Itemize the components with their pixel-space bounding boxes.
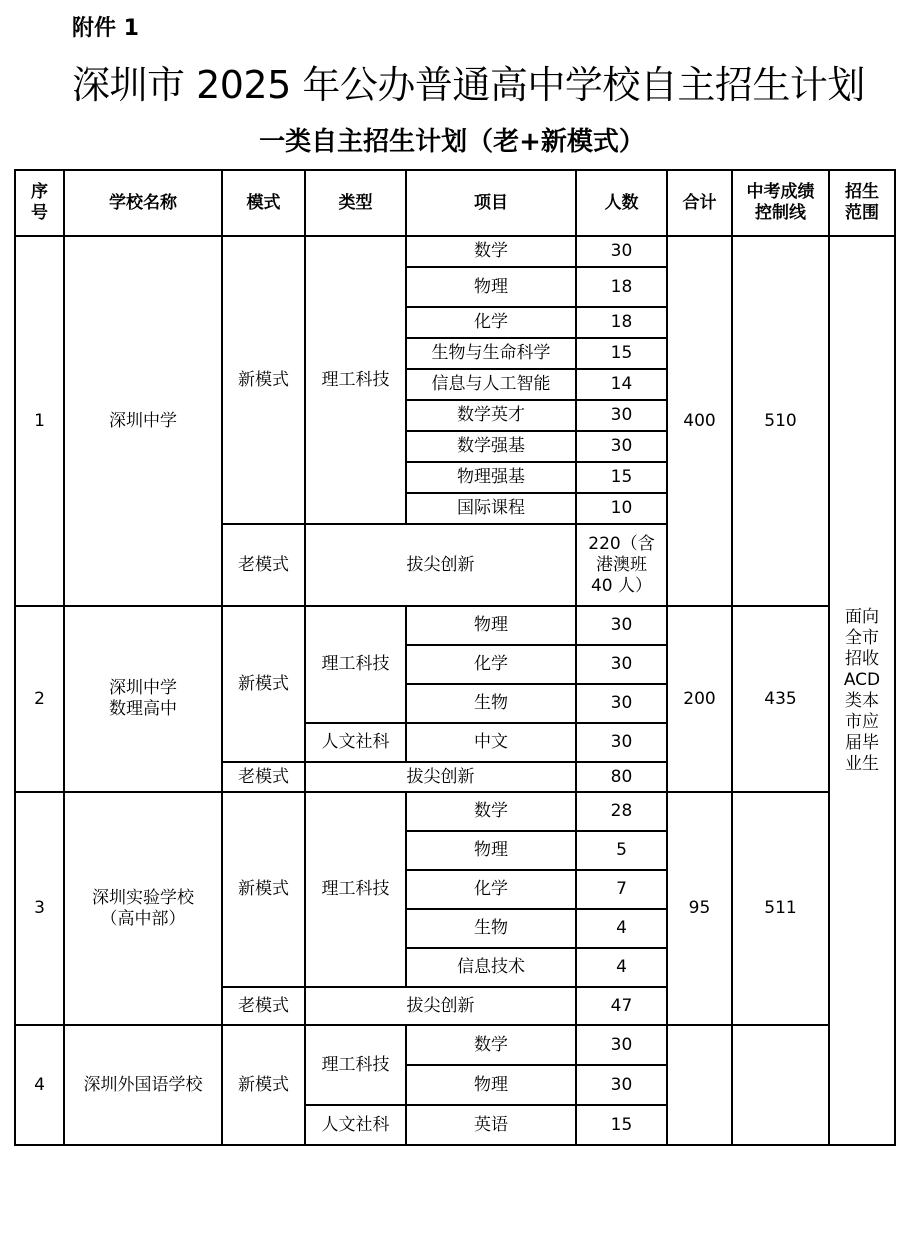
school-name: 深圳中学 数理高中 (64, 606, 222, 792)
old-project-cell: 拔尖创新 (305, 987, 576, 1025)
table-row (15, 606, 895, 645)
project-cell: 生物 (406, 684, 576, 723)
count-cell: 30 (576, 645, 667, 684)
count-cell: 28 (576, 792, 667, 831)
count-cell: 30 (576, 723, 667, 762)
project-cell: 英语 (406, 1105, 576, 1145)
score-line-cell: 435 (732, 606, 829, 792)
count-cell: 30 (576, 606, 667, 645)
type-cell: 理工科技 (305, 792, 406, 987)
count-cell: 30 (576, 236, 667, 267)
project-cell: 数学 (406, 1025, 576, 1065)
table-row (15, 236, 895, 267)
count-cell: 18 (576, 307, 667, 338)
count-cell: 30 (576, 400, 667, 431)
col-header-type: 类型 (305, 170, 406, 236)
project-cell: 物理 (406, 831, 576, 870)
col-header-count: 人数 (576, 170, 667, 236)
score-line-cell: 510 (732, 236, 829, 606)
col-header-scope: 招生 范围 (829, 170, 895, 236)
project-cell: 生物 (406, 909, 576, 948)
scope-cell: 面向 全市 招收 ACD 类本 市应 届毕 业生 (829, 236, 895, 1145)
document-title: 深圳市 2025 年公办普通高中学校自主招生计划 (72, 63, 865, 107)
type-cell: 理工科技 (305, 606, 406, 723)
mode-cell: 新模式 (222, 1025, 305, 1145)
mode-cell: 老模式 (222, 524, 305, 606)
table-row (15, 792, 895, 831)
project-cell: 数学 (406, 792, 576, 831)
total-cell: 200 (667, 606, 732, 792)
project-cell: 化学 (406, 645, 576, 684)
mode-cell: 新模式 (222, 606, 305, 762)
score-line-cell: 511 (732, 792, 829, 1025)
col-header-score-line: 中考成绩 控制线 (732, 170, 829, 236)
project-cell: 数学 (406, 236, 576, 267)
project-cell: 物理 (406, 1065, 576, 1105)
col-header-school: 学校名称 (64, 170, 222, 236)
count-cell: 14 (576, 369, 667, 400)
school-name: 深圳实验学校 （高中部） (64, 792, 222, 1025)
count-cell: 4 (576, 909, 667, 948)
table-header-row (15, 170, 895, 236)
document-subtitle: 一类自主招生计划（老+新模式） (259, 127, 645, 157)
type-cell: 理工科技 (305, 1025, 406, 1105)
count-cell: 5 (576, 831, 667, 870)
school-name: 深圳外国语学校 (64, 1025, 222, 1145)
type-cell: 理工科技 (305, 236, 406, 524)
attachment-label: 附件 1 (72, 16, 139, 41)
mode-cell: 新模式 (222, 792, 305, 987)
count-cell: 7 (576, 870, 667, 909)
project-cell: 物理强基 (406, 462, 576, 493)
count-cell: 10 (576, 493, 667, 524)
count-cell: 30 (576, 684, 667, 723)
school-seq: 4 (15, 1025, 64, 1145)
col-header-total: 合计 (667, 170, 732, 236)
school-seq: 1 (15, 236, 64, 606)
score-line-cell (732, 1025, 829, 1145)
project-cell: 数学强基 (406, 431, 576, 462)
school-seq: 2 (15, 606, 64, 792)
total-cell: 400 (667, 236, 732, 606)
count-cell: 15 (576, 338, 667, 369)
col-header-mode: 模式 (222, 170, 305, 236)
project-cell: 化学 (406, 307, 576, 338)
count-cell: 30 (576, 1025, 667, 1065)
count-cell: 220（含 港澳班 40 人） (576, 524, 667, 606)
enrollment-plan-table (14, 169, 896, 1146)
mode-cell: 老模式 (222, 762, 305, 792)
school-name: 深圳中学 (64, 236, 222, 606)
project-cell: 信息技术 (406, 948, 576, 987)
project-cell: 信息与人工智能 (406, 369, 576, 400)
count-cell: 47 (576, 987, 667, 1025)
total-cell (667, 1025, 732, 1145)
mode-cell: 新模式 (222, 236, 305, 524)
old-project-cell: 拔尖创新 (305, 524, 576, 606)
project-cell: 生物与生命科学 (406, 338, 576, 369)
col-header-seq: 序 号 (15, 170, 64, 236)
col-header-project: 项目 (406, 170, 576, 236)
project-cell: 数学英才 (406, 400, 576, 431)
total-cell: 95 (667, 792, 732, 1025)
project-cell: 物理 (406, 267, 576, 307)
type-cell: 人文社科 (305, 1105, 406, 1145)
count-cell: 4 (576, 948, 667, 987)
project-cell: 化学 (406, 870, 576, 909)
project-cell: 物理 (406, 606, 576, 645)
count-cell: 30 (576, 431, 667, 462)
mode-cell: 老模式 (222, 987, 305, 1025)
table-row (15, 1025, 895, 1065)
old-project-cell: 拔尖创新 (305, 762, 576, 792)
count-cell: 80 (576, 762, 667, 792)
count-cell: 15 (576, 1105, 667, 1145)
school-seq: 3 (15, 792, 64, 1025)
project-cell: 中文 (406, 723, 576, 762)
type-cell: 人文社科 (305, 723, 406, 762)
count-cell: 30 (576, 1065, 667, 1105)
count-cell: 15 (576, 462, 667, 493)
count-cell: 18 (576, 267, 667, 307)
project-cell: 国际课程 (406, 493, 576, 524)
